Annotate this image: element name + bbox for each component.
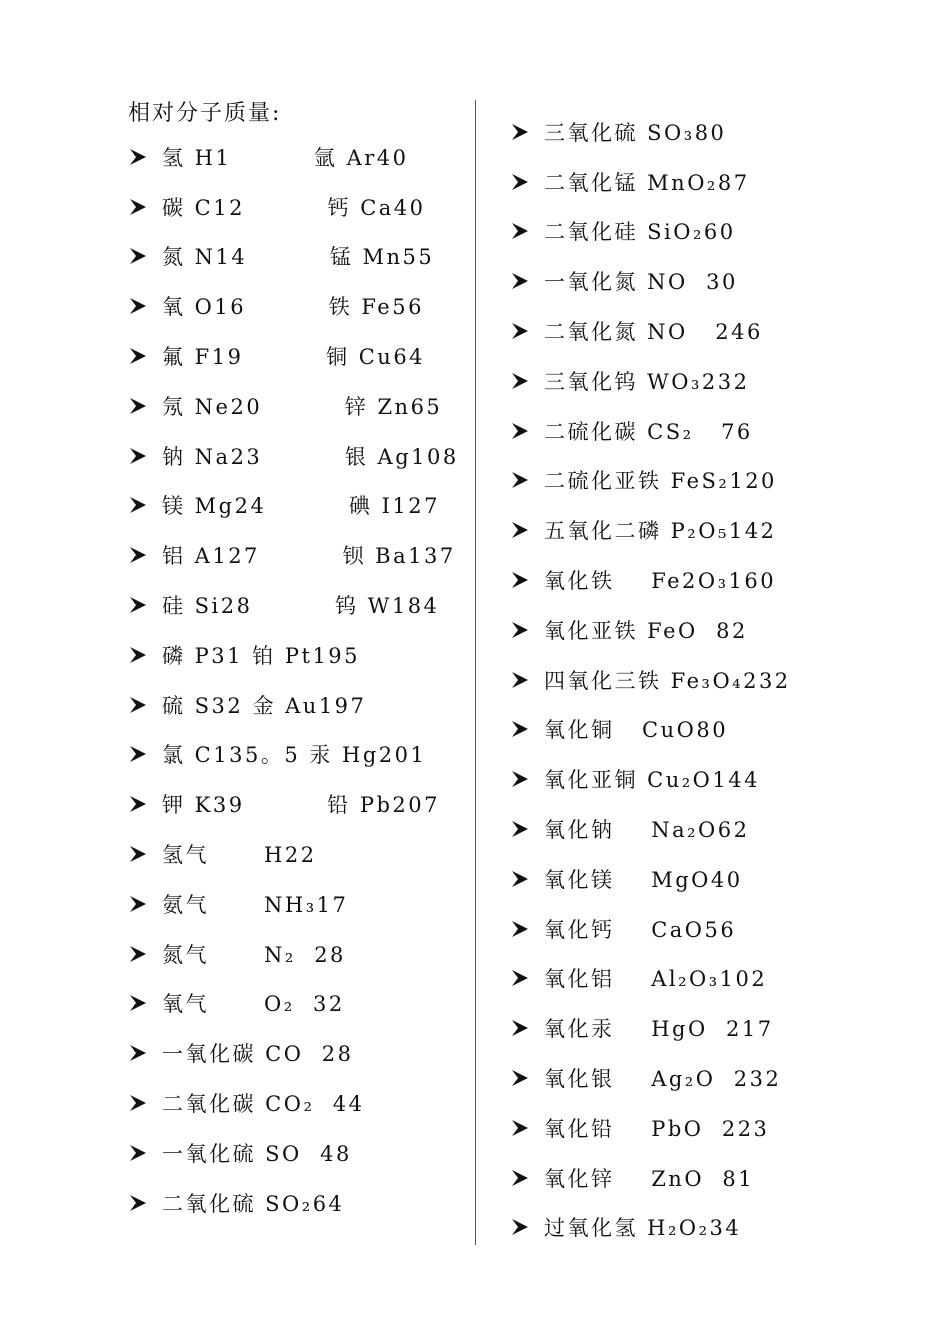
arrow-bullet-icon [128,246,148,266]
arrow-bullet-icon [510,470,530,490]
item-text: 氧化铅 PbO 223 [544,1116,770,1141]
list-item [128,431,459,481]
list-item [128,1028,459,1078]
item-text: 二氧化锰 MnO₂87 [544,170,750,195]
list-item [510,157,791,207]
page-title: 相对分子质量: [128,101,282,126]
arrow-bullet-icon [510,919,530,939]
item-text: 氢 H1 氩 Ar40 [162,145,409,170]
arrow-bullet-icon [510,271,530,291]
item-text: 一氧化硫 SO 48 [162,1141,352,1166]
item-text: 氖 Ne20 锌 Zn65 [162,394,443,419]
list-item [128,530,459,580]
item-text: 四氧化三铁 Fe₃O₄232 [544,668,791,693]
item-text: 氧化铜 CuO80 [544,718,729,743]
list-item [510,804,791,854]
item-text: 三氧化钨 WO₃232 [544,369,750,394]
list-item [128,132,459,182]
list-item [128,1078,459,1128]
list-item [510,1103,791,1153]
arrow-bullet-icon [510,1018,530,1038]
arrow-bullet-icon [510,371,530,391]
arrow-bullet-icon [128,197,148,217]
list-item [510,1003,791,1053]
list-item [510,605,791,655]
item-text: 氧化亚铁 FeO 82 [544,618,748,643]
arrow-bullet-icon [510,122,530,142]
item-text: 磷 P31 铂 Pt195 [162,643,361,668]
item-text: 氧化汞 HgO 217 [544,1017,774,1042]
arrow-bullet-icon [128,1193,148,1213]
item-text: 氧化亚铜 Cu₂O144 [544,768,760,793]
arrow-bullet-icon [128,744,148,764]
list-item [510,406,791,456]
arrow-bullet-icon [510,1217,530,1237]
arrow-bullet-icon [128,1043,148,1063]
item-text: 铝 A127 钡 Ba137 [162,544,456,569]
arrow-bullet-icon [128,296,148,316]
list-item [510,1153,791,1203]
arrow-bullet-icon [510,1068,530,1088]
list-item [510,207,791,257]
list-item [510,754,791,804]
arrow-bullet-icon [128,993,148,1013]
column-divider [475,100,476,1245]
arrow-bullet-icon [510,1168,530,1188]
arrow-bullet-icon [510,869,530,889]
item-text: 钠 Na23 银 Ag108 [162,444,459,469]
arrow-bullet-icon [510,321,530,341]
list-item [510,1203,791,1253]
list-item [510,456,791,506]
list-item [128,1128,459,1178]
list-item [510,505,791,555]
arrow-bullet-icon [128,1143,148,1163]
list-item [128,281,459,331]
item-text: 镁 Mg24 碘 I127 [162,494,440,519]
item-text: 钾 K39 铅 Pb207 [162,793,440,818]
item-text: 氧化锌 ZnO 81 [544,1166,755,1191]
arrow-bullet-icon [128,944,148,964]
arrow-bullet-icon [128,894,148,914]
item-text: 硅 Si28 钨 W184 [162,594,440,619]
item-text: 一氧化氮 NO 30 [544,270,738,295]
arrow-bullet-icon [128,147,148,167]
list-item [128,929,459,979]
list-item [510,107,791,157]
list-item [510,854,791,904]
arrow-bullet-icon [128,844,148,864]
left-column [128,132,459,1228]
item-text: 二氧化硫 SO₂64 [162,1191,345,1216]
list-item [128,1178,459,1228]
item-text: 一氧化碳 CO 28 [162,1042,354,1067]
arrow-bullet-icon [128,495,148,515]
list-item [510,256,791,306]
item-text: 二硫化亚铁 FeS₂120 [544,469,777,494]
list-item [128,730,459,780]
item-text: 二氧化碳 CO₂ 44 [162,1092,365,1117]
item-text: 三氧化硫 SO₃80 [544,120,727,145]
list-item [510,306,791,356]
arrow-bullet-icon [128,346,148,366]
list-item [128,979,459,1029]
list-item [128,879,459,929]
arrow-bullet-icon [510,421,530,441]
list-item [128,232,459,282]
arrow-bullet-icon [128,1093,148,1113]
item-text: 氮 N14 锰 Mn55 [162,245,435,270]
list-item [128,182,459,232]
arrow-bullet-icon [510,620,530,640]
item-text: 氮气 N₂ 28 [162,942,346,967]
arrow-bullet-icon [128,595,148,615]
arrow-bullet-icon [128,794,148,814]
item-text: 二氧化硅 SiO₂60 [544,220,736,245]
arrow-bullet-icon [510,221,530,241]
list-item [510,555,791,605]
list-item [510,356,791,406]
item-text: 氧化钙 CaO56 [544,917,737,942]
item-text: 氢气 H22 [162,843,317,868]
item-text: 氧气 O₂ 32 [162,992,345,1017]
item-text: 二硫化碳 CS₂ 76 [544,419,753,444]
arrow-bullet-icon [510,719,530,739]
arrow-bullet-icon [510,520,530,540]
item-text: 氧化镁 MgO40 [544,867,743,892]
item-text: 二氧化氮 NO 246 [544,320,763,345]
item-text: 氧 O16 铁 Fe56 [162,295,424,320]
list-item [510,655,791,705]
item-text: 过氧化氢 H₂O₂34 [544,1216,742,1241]
arrow-bullet-icon [128,446,148,466]
item-text: 氟 F19 铜 Cu64 [162,345,426,370]
item-text: 硫 S32 金 Au197 [162,693,367,718]
arrow-bullet-icon [510,968,530,988]
arrow-bullet-icon [510,819,530,839]
list-item [128,680,459,730]
arrow-bullet-icon [510,1118,530,1138]
list-item [510,954,791,1004]
arrow-bullet-icon [510,570,530,590]
item-text: 氨气 NH₃17 [162,892,349,917]
arrow-bullet-icon [128,545,148,565]
right-column [510,107,791,1252]
item-text: 碳 C12 钙 Ca40 [162,195,426,220]
item-text: 氧化钠 Na₂O62 [544,818,750,843]
item-text: 五氧化二磷 P₂O₅142 [544,519,777,544]
list-item [128,331,459,381]
item-text: 氧化银 Ag₂O 232 [544,1067,782,1092]
arrow-bullet-icon [510,769,530,789]
list-item [128,829,459,879]
arrow-bullet-icon [128,645,148,665]
list-item [128,481,459,531]
list-item [128,381,459,431]
arrow-bullet-icon [128,396,148,416]
item-text: 氧化铝 Al₂O₃102 [544,967,768,992]
arrow-bullet-icon [510,172,530,192]
list-item [510,1053,791,1103]
list-item [128,779,459,829]
list-item [128,580,459,630]
item-text: 氧化铁 Fe2O₃160 [544,569,777,594]
list-item [128,630,459,680]
list-item [510,904,791,954]
arrow-bullet-icon [510,670,530,690]
arrow-bullet-icon [128,695,148,715]
item-text: 氯 C135。5 汞 Hg201 [162,743,427,768]
list-item [510,705,791,755]
